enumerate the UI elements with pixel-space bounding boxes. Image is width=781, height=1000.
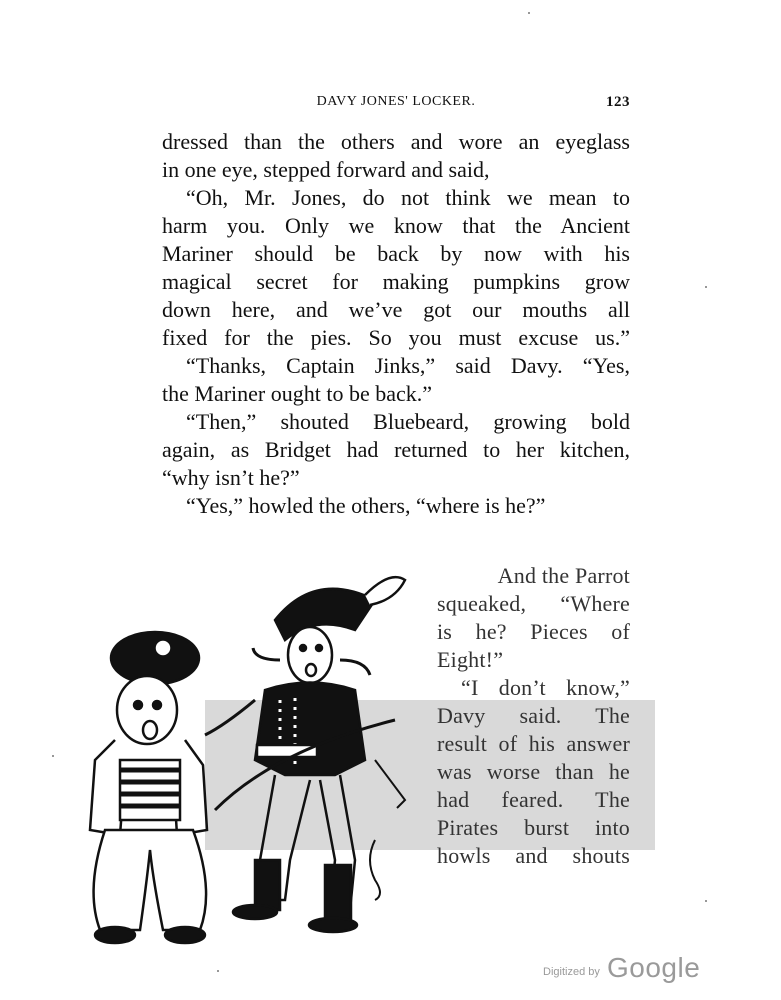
scan-speck [705,286,707,288]
text-line: “Oh, Mr. Jones, do not think we mean to [186,185,630,210]
running-title: DAVY JONES' LOCKER. [316,94,476,109]
text-line: squeaked, “Where [437,591,630,616]
text-line: the Mariner ought to be back.” [162,381,433,406]
google-logo: Google [607,952,701,983]
page-number: 123 [606,94,630,110]
pirates-illustration [75,560,435,960]
artist-signature [370,840,380,900]
text-line: Davy said. The [437,703,630,728]
text-line: had feared. The [437,787,630,812]
text-line: Eight!” [437,647,504,672]
text-line: “I don’t know,” [461,675,630,700]
text-line: “Thanks, Captain Jinks,” said Davy. “Yes, [186,353,630,378]
body-text [162,128,630,520]
text-line: down here, and we’ve got our mouths all [162,297,630,322]
text-line: howls and shouts [437,843,630,868]
text-line: Pirates burst into [437,815,630,840]
page-header [162,94,630,114]
scan-speck [217,970,219,972]
text-line: “Yes,” howled the others, “where is he?” [186,493,546,518]
scan-speck [52,755,54,757]
side-column-text [437,562,630,870]
text-line: again, as Bridget had returned to her kitchen, [162,437,630,462]
text-line: in one eye, stepped forward and said, [162,157,490,182]
text-line: And the Parrot [497,563,630,588]
text-line: is he? Pieces of [437,619,630,644]
scan-speck [705,900,707,902]
text-line: “why isn’t he?” [162,465,300,490]
text-line: “Then,” shouted Bluebeard, growing bold [186,409,630,434]
scan-speck [528,12,530,14]
text-line: fixed for the pies. So you must excuse us.” [162,325,630,350]
sailor-figure [90,632,207,943]
text-line: was worse than he [437,759,630,784]
text-line: magical secret for making pumpkins grow [162,269,630,294]
watermark-prefix: Digitized by [543,966,600,978]
digitized-watermark [543,952,713,988]
text-line: harm you. Only we know that the Ancient [162,213,630,238]
text-line: result of his answer [437,731,630,756]
text-line: Mariner should be back by now with his [162,241,630,266]
text-line: dressed than the others and wore an eyeglass [162,129,630,154]
